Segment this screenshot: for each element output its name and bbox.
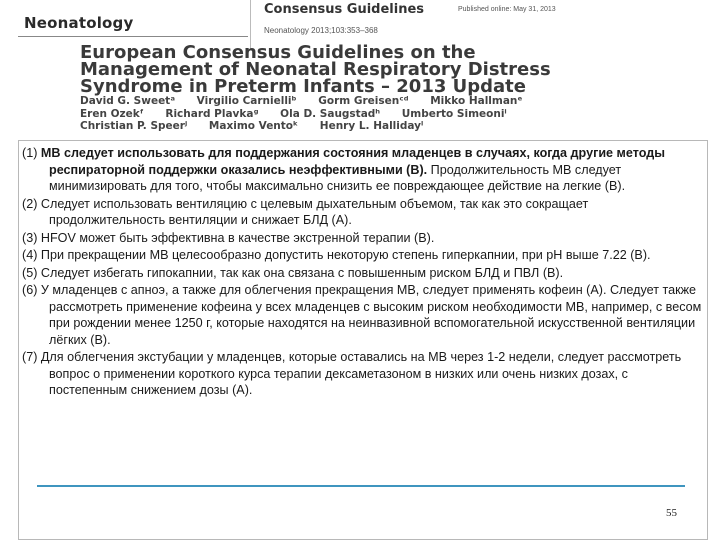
recommendation-item (22, 349, 702, 399)
author-name: Umberto Simeoniⁱ (401, 107, 507, 120)
recommendation-text: При прекращении МВ целесообразно допустить некоторую степень гиперкапнии, при pH выше 7.22 (В). (40, 248, 651, 262)
author-name: Mikko Hallmanᵉ (430, 95, 523, 107)
journal-header-image (18, 0, 708, 140)
recommendation-item (22, 265, 702, 282)
author-list (80, 95, 640, 133)
author-row (80, 95, 640, 108)
journal-name: Neonatology (24, 14, 134, 32)
recommendations-list (22, 145, 702, 400)
recommendation-number: (5) (22, 265, 41, 280)
recommendation-text: Следует использовать вентиляцию с целевым дыхательным объемом, так как это сокращает продолжительность вентиляции и снижает БЛД (А). (40, 196, 589, 227)
recommendation-number: (1) (22, 146, 41, 160)
author-row (80, 108, 640, 121)
recommendation-item (22, 145, 702, 195)
recommendations-box (18, 140, 708, 540)
recommendation-text: HFOV может быть эффективна в качестве экстренной терапии (В). (40, 230, 435, 245)
author-row (80, 120, 640, 133)
author-name: Eren Ozekᶠ (80, 107, 144, 120)
paper-title-line: Syndrome in Preterm Infants – 2013 Update (80, 76, 526, 97)
author-name: Virgilio Carnielliᵇ (196, 95, 297, 107)
recommendation-item (22, 230, 702, 247)
journal-divider (18, 36, 248, 37)
recommendation-text: Следует избегать гипокапнии, так как она связана с повышенным риском БЛД и ПВЛ (В). (40, 265, 564, 280)
recommendation-item (22, 196, 702, 229)
horizontal-rule (37, 485, 685, 487)
recommendation-item (22, 282, 702, 348)
paper-title-line: Management of Neonatal Respiratory Distress (80, 59, 551, 80)
paper-title (80, 44, 640, 95)
recommendation-number: (4) (22, 248, 41, 262)
recommendation-number: (7) (22, 350, 41, 364)
author-name: Maximo Ventoᵏ (208, 120, 299, 132)
recommendation-number: (2) (22, 196, 41, 211)
paper-title-line: European Consensus Guidelines on the (80, 42, 476, 63)
page-number: 55 (666, 507, 677, 519)
journal-citation: Neonatology 2013;103:353–368 (264, 26, 378, 35)
published-date: Published online: May 31, 2013 (458, 6, 556, 13)
recommendation-item (22, 247, 702, 264)
author-name: David G. Sweetᵃ (80, 95, 176, 107)
recommendation-text: Для облегчения экстубации у младенцев, которые оставались на МВ через 1-2 недели, следует рассмотреть вопрос о применении короткого курса терапии дексаметазоном в низких или очень низких дозах, с постепенным снижением дозы (А). (40, 350, 682, 397)
series-title: Consensus Guidelines (264, 2, 425, 17)
author-name: Ola D. Saugstadʰ (280, 107, 381, 120)
recommendation-text: Продолжительность МВ следует минимизировать для того, чтобы максимально снизить ее повреждающее действие на легкие (В). (49, 162, 626, 193)
recommendation-number: (6) (22, 283, 41, 297)
author-name: Christian P. Speerʲ (80, 120, 188, 132)
author-name: Richard Plavkaᵍ (165, 107, 259, 120)
author-name: Henry L. Hallidayˡ (319, 120, 424, 132)
recommendation-bold-text: МВ следует использовать для поддержания состояния младенцев в случаях, когда другие методы респираторной поддержки оказались неэффективными (В). (40, 146, 665, 177)
recommendation-number: (3) (22, 230, 41, 245)
recommendation-text: У младенцев с апноэ, а также для облегчения прекращения МВ, следует применять кофеин (А). Следует также рассмотреть применение кофеина у всех младенцев с высоким риском необходимости МВ, например, с весом при рождении менее 1250 г, которые находятся на неинвазивной вспомогательной искусственной вентиляции лёгких (В). (40, 283, 702, 347)
author-name: Gorm Greisenᶜᵈ (318, 95, 409, 107)
